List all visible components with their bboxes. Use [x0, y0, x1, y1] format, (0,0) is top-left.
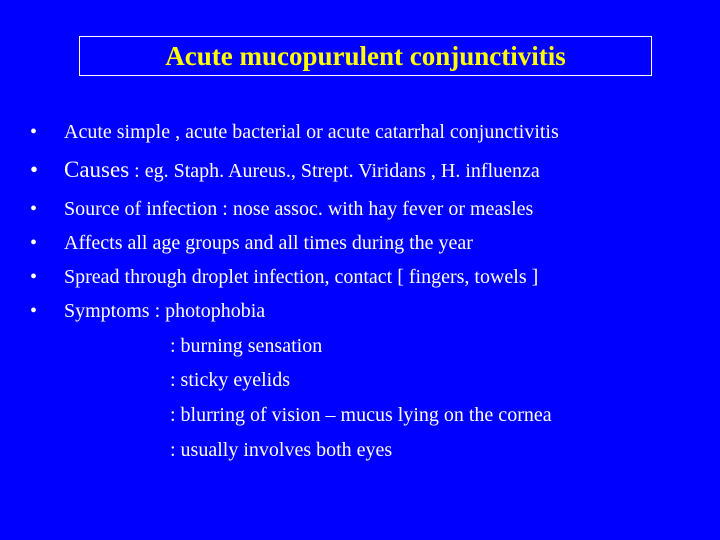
symptom-continuation-3: : blurring of vision – mucus lying on the cornea — [170, 404, 552, 426]
title-box — [79, 36, 652, 76]
bullet-text: Source of infection : nose assoc. with hay fever or measles — [64, 198, 534, 220]
bullet-marker: • — [30, 300, 38, 322]
bullet-marker: • — [30, 157, 39, 182]
bullet-item-5 — [30, 265, 538, 289]
bullet-item-4 — [30, 231, 473, 255]
bullet-item-3 — [30, 197, 533, 221]
bullet-text: : eg. Staph. Aureus., Strept. Viridans , H. influenza — [129, 160, 540, 182]
slide-title: Acute mucopurulent conjunctivitis — [165, 40, 566, 71]
symptom-continuation-1: : burning sensation — [170, 335, 323, 357]
bullet-marker: • — [30, 232, 38, 254]
bullet-text: Affects all age groups and all times during the year — [64, 232, 473, 254]
bullet-marker: • — [30, 266, 38, 288]
bullet-marker: • — [30, 121, 38, 143]
bullet-marker: • — [30, 198, 38, 220]
symptom-continuation-2: : sticky eyelids — [170, 369, 290, 391]
bullet-lead-text: Causes — [64, 157, 130, 182]
bullet-item-1 — [30, 120, 559, 144]
bullet-text: Acute simple , acute bacterial or acute catarrhal conjunctivitis — [64, 121, 559, 143]
bullet-text: Spread through droplet infection, contact [ fingers, towels ] — [64, 266, 539, 288]
bullet-text: Symptoms : photophobia — [64, 300, 266, 322]
symptom-continuation-4: : usually involves both eyes — [170, 439, 393, 461]
bullet-item-2 — [30, 158, 540, 183]
bullet-item-6 — [30, 299, 265, 323]
